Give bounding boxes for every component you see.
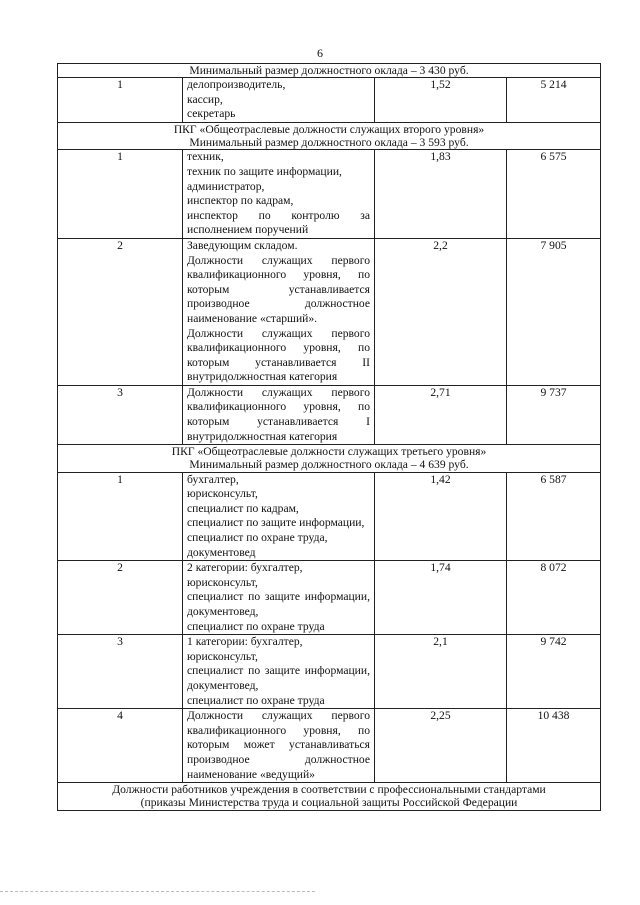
group-header-cell	[58, 122, 601, 149]
salary: 6 575	[507, 150, 601, 239]
position-line: специалист по защите информации, документовед,	[187, 590, 370, 619]
position-list	[183, 635, 375, 709]
table-row	[58, 472, 601, 561]
salary: 7 905	[507, 238, 601, 385]
position-line: инспектор по контролю за исполнением поручений	[187, 208, 370, 237]
position-line: Должности служащих первого квалификационного уровня, по которым устанавливается производное должностное наименование «старший».	[187, 253, 370, 325]
page-number: 6	[317, 46, 323, 60]
group-header-row	[58, 783, 601, 810]
group-header-row	[58, 64, 601, 78]
position-line: 2 категории: бухгалтер,	[187, 561, 303, 575]
group-header-row	[58, 445, 601, 472]
page-bottom-rule	[0, 891, 315, 892]
table-row	[58, 635, 601, 709]
group-header-line: (приказы Министерства труда и социальной защиты Российской Федерации	[140, 796, 518, 810]
position-line: специалист по защите информации, документовед,	[187, 664, 370, 692]
position-line: инспектор по кадрам,	[187, 194, 294, 208]
table-row	[58, 238, 601, 385]
qualification-level: 1	[58, 78, 183, 123]
group-header-line: ПКГ «Общеотраслевые должности служащих второго уровня»	[173, 122, 485, 136]
position-list	[183, 238, 375, 385]
salary: 9 737	[507, 385, 601, 444]
position-line: специалист по защите информации,	[187, 516, 365, 530]
group-header-line: Должности работников учреждения в соответствии с профессиональными стандартами	[112, 783, 546, 797]
qualification-level: 1	[58, 150, 183, 239]
position-line: кассир,	[187, 92, 223, 106]
position-line: секретарь	[187, 107, 236, 121]
salary: 10 438	[507, 709, 601, 783]
salary: 5 214	[507, 78, 601, 123]
qualification-level: 1	[58, 472, 183, 561]
group-header-cell	[58, 445, 601, 472]
table-row	[58, 150, 601, 239]
qualification-level: 3	[58, 385, 183, 444]
position-line: Должности служащих первого квалификационного уровня, по которым устанавливается II внутридолжностная категория	[187, 326, 370, 384]
position-line: документовед	[187, 545, 256, 559]
position-line: специалист по охране труда	[187, 619, 325, 633]
position-line: юрисконсульт,	[187, 487, 258, 501]
salary: 8 072	[507, 561, 601, 635]
position-list	[183, 472, 375, 561]
position-line: администратор,	[187, 179, 265, 193]
qualification-level: 3	[58, 635, 183, 709]
coefficient: 2,1	[375, 635, 507, 709]
table-row	[58, 561, 601, 635]
coefficient: 1,74	[375, 561, 507, 635]
position-list	[183, 709, 375, 783]
position-line: Заведующим складом.	[187, 238, 298, 252]
salary: 9 742	[507, 635, 601, 709]
position-line: техник,	[187, 150, 224, 164]
salary: 6 587	[507, 472, 601, 561]
qualification-level: 4	[58, 709, 183, 783]
group-header-line: Минимальный размер должностного оклада – 3 430 руб.	[189, 64, 469, 77]
table-row	[58, 78, 601, 123]
coefficient: 1,52	[375, 78, 507, 123]
position-line: делопроизводитель,	[187, 78, 286, 92]
coefficient: 2,25	[375, 709, 507, 783]
coefficient: 1,83	[375, 150, 507, 239]
coefficient: 2,2	[375, 238, 507, 385]
group-header-line: ПКГ «Общеотраслевые должности служащих третьего уровня»	[171, 445, 487, 459]
position-line: специалист по охране труда,	[187, 531, 328, 545]
position-list	[183, 78, 375, 123]
coefficient: 1,42	[375, 472, 507, 561]
position-line: Должности служащих первого квалификационного уровня, по которым устанавливается I внутридолжностная категория	[187, 385, 370, 443]
position-line: специалист по кадрам,	[187, 501, 299, 515]
position-line: бухгалтер,	[187, 472, 239, 486]
position-line: 1 категории: бухгалтер,	[187, 635, 303, 649]
position-line: техник по защите информации,	[187, 164, 342, 178]
coefficient: 2,71	[375, 385, 507, 444]
group-header-row	[58, 122, 601, 149]
position-line: специалист по охране труда	[187, 693, 325, 707]
position-list	[183, 561, 375, 635]
group-header-line: Минимальный размер должностного оклада – 3 593 руб.	[189, 136, 469, 150]
position-line: Должности служащих первого квалификационного уровня, по которым может устанавливаться производное должностное наименование «ведущий»	[187, 709, 370, 781]
position-line: юрисконсульт,	[187, 649, 258, 663]
group-header-cell	[58, 783, 601, 810]
position-line: юрисконсульт,	[187, 575, 258, 589]
table-row	[58, 385, 601, 444]
position-list	[183, 385, 375, 444]
group-header-cell	[58, 64, 601, 78]
table-row	[58, 709, 601, 783]
qualification-level: 2	[58, 238, 183, 385]
position-list	[183, 150, 375, 239]
salary-table	[57, 63, 601, 811]
qualification-level: 2	[58, 561, 183, 635]
group-header-line: Минимальный размер должностного оклада – 4 639 руб.	[189, 458, 469, 472]
